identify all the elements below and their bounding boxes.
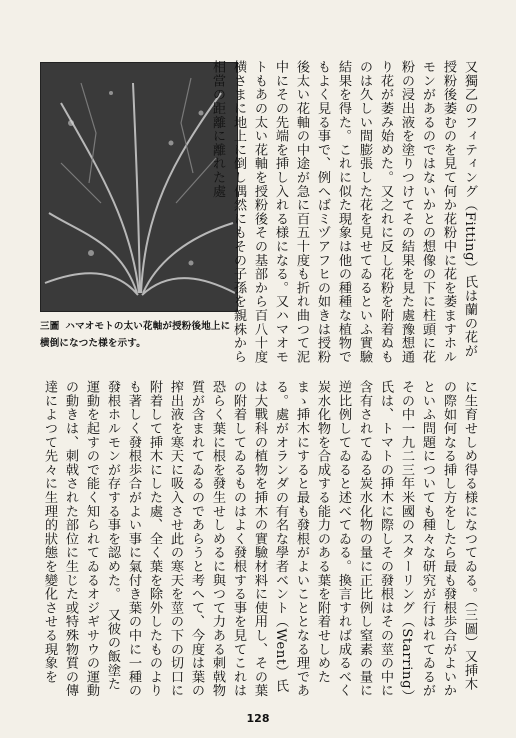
caption-text: ハマオモトの太い花軸が授粉後地上に横倒になつた様を示す。 (40, 321, 231, 349)
caption-number: 三圖 (40, 321, 60, 332)
upper-body-text: 又獨乙のフィティング（Fitting）氏は蘭の花が授粉後萎むのを見て何か花粉中に花を萎ますホルモンがあるのではないかとの想像の下に柱頭に花粉の浸出液を塗りつけてその結果を見た處豫想通り花が萎み始めた。又之れに反し花粉を附着ぬものは久しい間膨張した花を見せてゐるといふ實驗結果を得た。これに似た現象は他の種種な植物でもよく見る事で、例へばミヅアフヒの如きは授粉後太い花軸の中途が急に百五十度も折れ曲つて泥中にその先端を挿し入れる様になる。又ハマオモトもあの太い花軸を授粉後その基部から百八十度横さまに地上に倒し偶然にもその子孫を親株から相當の距離に離れた處 (210, 60, 477, 364)
lower-body-text: に生育せしめ得る様になつてゐる。（三圖）又挿木の際如何なる挿し方をしたら最も發根歩合がよいかといふ問題についても種々な研究が行はれてゐるがその中一九二三年米國のスターリング（Starring）氏は、トマトの挿木に際しその發根はその莖の中に含有されてゐる炭水化物の量に正比例し窒素の量に逆比例してゐると述べてゐる。換言すれば成るべく炭水化物を合成する能力のある葉を附着せしめたまゝ挿木にすると最も發根がよいこととなる理である。處がオランダの有名な學者ベント（Went）氏は大戰科の植物を挿木の實驗材料に使用し、その葉の附着してゐるものはよく發根する事を見てこれは恐らく葉に根を發生せしめるに與つて力ある刺戟物質が含まれてゐるのであらうと考へて、今度は葉の搾出液を寒天に吸入させ此の寒天を莖の下の切口に附着して挿木にした處、全く葉を除外したものよりも著しく發根歩合がよい事に氣付き葉の中に一種の發根ホルモンが存する事を認めた。 又彼の飯塗た運動を起すので能く知られてゐるオジギサウの運動の動きは、刺戟された部位に生じた或特殊物質の傳達によつて先々に生理的狀態を變化させる現象を (42, 380, 477, 698)
page-number: 128 (246, 712, 270, 725)
figure-caption (40, 318, 238, 352)
